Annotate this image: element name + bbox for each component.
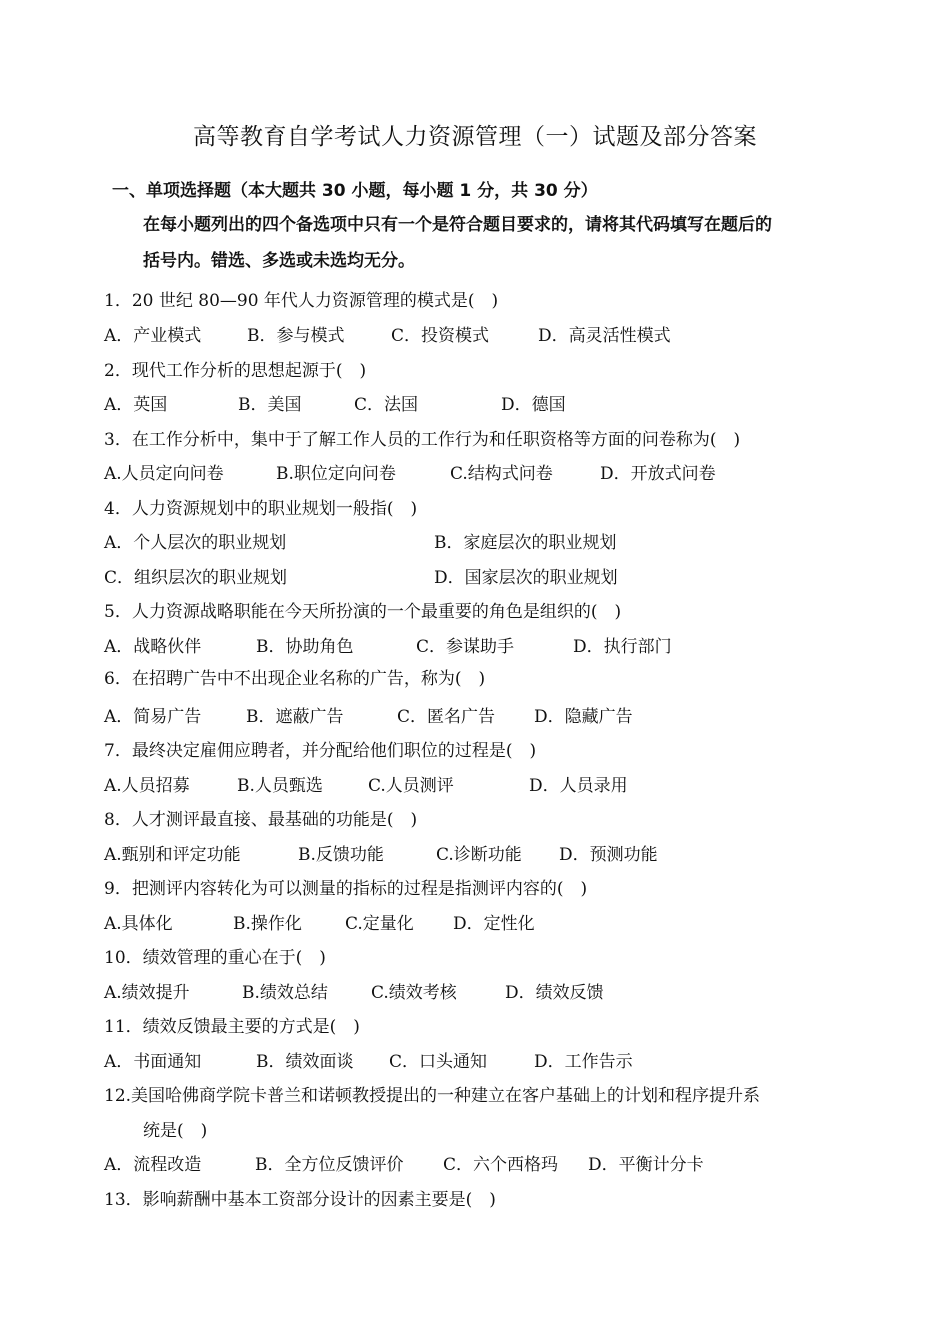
page-title: 高等教育自学考试人力资源管理（一）试题及部分答案 <box>193 124 757 150</box>
option-b: B．美国 <box>238 395 302 415</box>
option-a: A.具体化 <box>104 914 173 934</box>
options-4a <box>104 532 617 554</box>
option-a: A．书面通知 <box>104 1052 202 1072</box>
question-12: 12.美国哈佛商学院卡普兰和诺顿教授提出的一种建立在客户基础上的计划和程序提升系 <box>104 1086 761 1106</box>
options-6 <box>104 706 633 728</box>
option-c: C．参谋助手 <box>416 637 515 657</box>
option-c: C.绩效考核 <box>371 983 457 1003</box>
option-d: D．德国 <box>501 395 566 415</box>
options-12 <box>104 1154 704 1176</box>
option-d: D．工作告示 <box>534 1052 633 1072</box>
option-b: B．绩效面谈 <box>256 1052 354 1072</box>
option-d: D．隐藏广告 <box>534 707 633 727</box>
option-c: C．口头通知 <box>389 1052 488 1072</box>
option-d: D．开放式问卷 <box>600 464 716 484</box>
option-c: C.定量化 <box>345 914 414 934</box>
option-a: A．战略伙伴 <box>104 637 202 657</box>
option-a: A.人员定向问卷 <box>104 464 224 484</box>
options-9 <box>104 913 535 935</box>
option-c: C．六个西格玛 <box>443 1155 559 1175</box>
option-c: C．投资模式 <box>391 326 490 346</box>
question-2: 2．现代工作分析的思想起源于( ) <box>104 361 367 381</box>
option-a: A．个人层次的职业规划 <box>104 533 287 553</box>
options-2 <box>104 394 566 416</box>
options-10 <box>104 982 604 1004</box>
question-5: 5．人力资源战略职能在今天所扮演的一个最重要的角色是组织的( ) <box>104 602 622 622</box>
option-b: B．遮蔽广告 <box>246 707 344 727</box>
option-b: B．家庭层次的职业规划 <box>434 533 617 553</box>
options-3 <box>104 463 716 485</box>
option-c: C．匿名广告 <box>397 707 496 727</box>
option-a: A.甄别和评定功能 <box>104 845 241 865</box>
section-instruction-cont: 括号内。错选、多选或未选均无分。 <box>143 251 415 271</box>
option-a: A．产业模式 <box>104 326 202 346</box>
option-c: C．组织层次的职业规划 <box>104 568 288 588</box>
question-7: 7．最终决定雇佣应聘者，并分配给他们职位的过程是( ) <box>104 741 537 761</box>
options-8 <box>104 844 658 866</box>
option-d: D．人员录用 <box>529 776 628 796</box>
option-a: A．英国 <box>104 395 168 415</box>
question-6: 6．在招聘广告中不出现企业名称的广告，称为( ) <box>104 669 486 689</box>
option-c: C.人员测评 <box>368 776 454 796</box>
option-c: C.结构式问卷 <box>450 464 553 484</box>
option-a: A.人员招募 <box>104 776 190 796</box>
question-1: 1．20 世纪 80—90 年代人力资源管理的模式是( ) <box>104 291 499 311</box>
question-11: 11．绩效反馈最主要的方式是( ) <box>104 1017 360 1037</box>
option-b: B.操作化 <box>233 914 302 934</box>
option-a: A．流程改造 <box>104 1155 202 1175</box>
option-a: A．简易广告 <box>104 707 202 727</box>
question-13: 13．影响薪酬中基本工资部分设计的因素主要是( ) <box>104 1190 496 1210</box>
section-instruction: 在每小题列出的四个备选项中只有一个是符合题目要求的，请将其代码填写在题后的 <box>143 215 772 235</box>
section-heading: 一、单项选择题（本大题共 30 小题，每小题 1 分，共 30 分） <box>112 181 598 201</box>
option-d: D．执行部门 <box>573 637 672 657</box>
option-b: B.职位定向问卷 <box>276 464 396 484</box>
question-12-cont: 统是( ) <box>143 1121 208 1141</box>
question-3: 3．在工作分析中，集中于了解工作人员的工作行为和任职资格等方面的问卷称为( ) <box>104 430 741 450</box>
option-b: B.反馈功能 <box>298 845 384 865</box>
options-5 <box>104 636 672 658</box>
question-10: 10．绩效管理的重心在于( ) <box>104 948 326 968</box>
option-d: D．预测功能 <box>559 845 658 865</box>
option-d: D．高灵活性模式 <box>538 326 671 346</box>
option-b: B.绩效总结 <box>242 983 328 1003</box>
options-1 <box>104 325 671 347</box>
option-b: B.人员甄选 <box>237 776 323 796</box>
question-8: 8．人才测评最直接、最基础的功能是( ) <box>104 810 418 830</box>
option-d: D．定性化 <box>453 914 535 934</box>
options-4b <box>104 567 618 589</box>
question-4: 4．人力资源规划中的职业规划一般指( ) <box>104 499 418 519</box>
question-9: 9．把测评内容转化为可以测量的指标的过程是指测评内容的( ) <box>104 879 588 899</box>
option-c: C.诊断功能 <box>436 845 522 865</box>
options-7 <box>104 775 628 797</box>
option-b: B．参与模式 <box>247 326 345 346</box>
option-d: D．国家层次的职业规划 <box>434 568 618 588</box>
option-d: D．绩效反馈 <box>505 983 604 1003</box>
option-d: D．平衡计分卡 <box>588 1155 704 1175</box>
option-a: A.绩效提升 <box>104 983 190 1003</box>
option-b: B．协助角色 <box>256 637 354 657</box>
options-11 <box>104 1051 633 1073</box>
option-b: B．全方位反馈评价 <box>255 1155 404 1175</box>
option-c: C．法国 <box>354 395 419 415</box>
